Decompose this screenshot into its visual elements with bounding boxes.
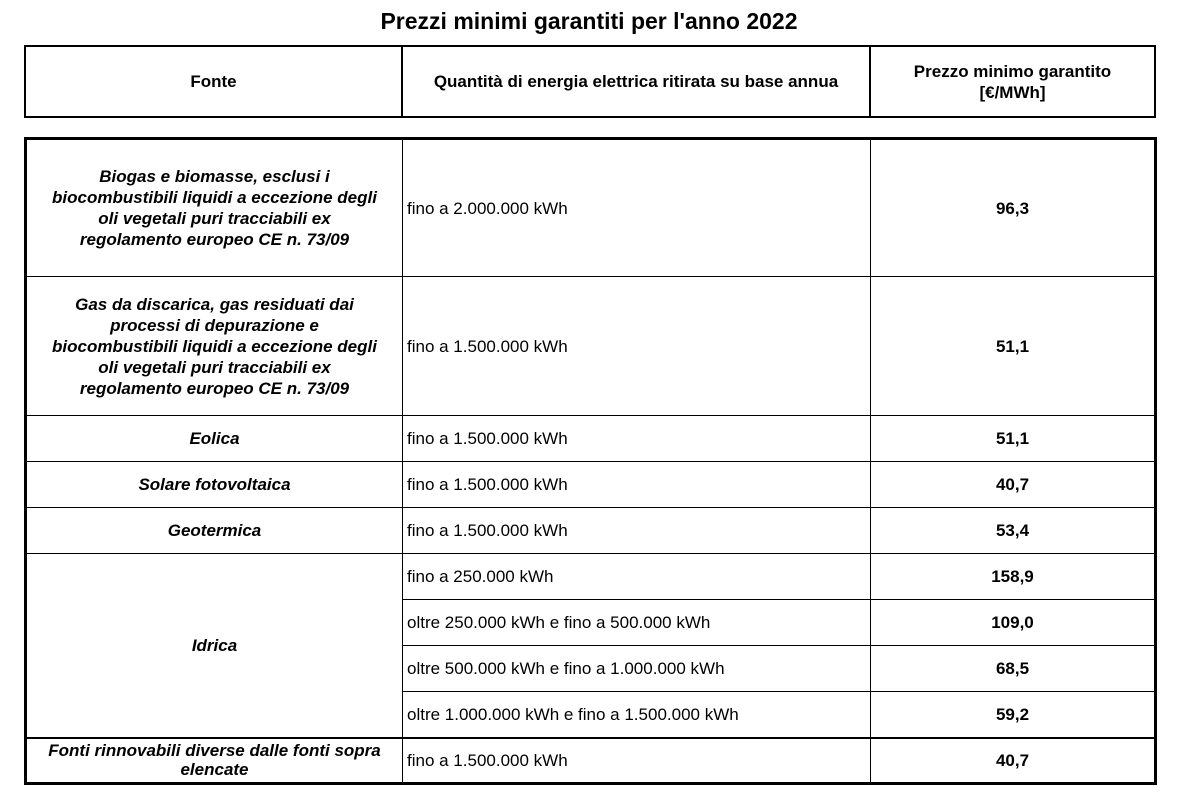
quantity-cell: fino a 1.500.000 kWh bbox=[403, 738, 871, 784]
source-line: elencate bbox=[180, 760, 249, 780]
source-cell bbox=[26, 416, 403, 462]
price-cell: 158,9 bbox=[871, 554, 1156, 600]
price-cell: 109,0 bbox=[871, 600, 1156, 646]
header-price-line2: [€/MWh] bbox=[979, 82, 1046, 102]
source-line: processi di depurazione e bbox=[110, 315, 319, 335]
table-row bbox=[26, 738, 1156, 784]
price-cell: 51,1 bbox=[871, 277, 1156, 416]
quantity-cell: fino a 1.500.000 kWh bbox=[403, 462, 871, 508]
table-row bbox=[26, 462, 1156, 508]
header-price-line1: Prezzo minimo garantito bbox=[913, 61, 1112, 81]
source-line: Gas da discarica, gas residuati dai bbox=[75, 294, 354, 314]
source-line: Fonti rinnovabili diverse dalle fonti sopra bbox=[48, 741, 381, 761]
table-row bbox=[26, 508, 1156, 554]
header-table bbox=[24, 45, 1156, 118]
price-cell: 51,1 bbox=[871, 416, 1156, 462]
source-cell bbox=[26, 462, 403, 508]
header-quantity: Quantità di energia elettrica ritirata su base annua bbox=[402, 46, 870, 117]
source-cell bbox=[26, 508, 403, 554]
price-cell: 96,3 bbox=[871, 139, 1156, 277]
source-line: Solare fotovoltaica bbox=[138, 475, 291, 494]
quantity-cell: fino a 1.500.000 kWh bbox=[403, 508, 871, 554]
table-row bbox=[26, 277, 1156, 416]
source-line: regolamento europeo CE n. 73/09 bbox=[79, 230, 350, 249]
quantity-cell: oltre 1.000.000 kWh e fino a 1.500.000 kWh bbox=[403, 692, 871, 738]
table-row bbox=[26, 416, 1156, 462]
quantity-cell: oltre 250.000 kWh e fino a 500.000 kWh bbox=[403, 600, 871, 646]
price-cell: 40,7 bbox=[871, 738, 1156, 784]
source-cell bbox=[26, 139, 403, 277]
quantity-cell: oltre 500.000 kWh e fino a 1.000.000 kWh bbox=[403, 646, 871, 692]
source-line: oli vegetali puri tracciabili ex bbox=[98, 209, 331, 228]
quantity-cell: fino a 250.000 kWh bbox=[403, 554, 871, 600]
table-row bbox=[26, 139, 1156, 277]
quantity-cell: fino a 1.500.000 kWh bbox=[403, 277, 871, 416]
page-title: Prezzi minimi garantiti per l'anno 2022 bbox=[380, 8, 798, 34]
source-cell: Idrica bbox=[26, 554, 403, 738]
price-cell: 59,2 bbox=[871, 692, 1156, 738]
header-price bbox=[870, 46, 1155, 117]
source-cell bbox=[26, 277, 403, 416]
source-line: Geotermica bbox=[167, 521, 262, 540]
prices-table bbox=[24, 137, 1157, 785]
source-line: biocombustibili liquidi a eccezione degli bbox=[52, 188, 377, 207]
quantity-cell: fino a 2.000.000 kWh bbox=[403, 139, 871, 277]
source-cell bbox=[26, 738, 403, 784]
source-line: oli vegetali puri tracciabili ex bbox=[98, 357, 331, 377]
price-cell: 68,5 bbox=[871, 646, 1156, 692]
source-line: regolamento europeo CE n. 73/09 bbox=[79, 378, 350, 398]
header-source: Fonte bbox=[25, 46, 402, 117]
table-row bbox=[26, 554, 1156, 600]
source-line: Eolica bbox=[189, 429, 240, 448]
price-cell: 53,4 bbox=[871, 508, 1156, 554]
quantity-cell: fino a 1.500.000 kWh bbox=[403, 416, 871, 462]
price-cell: 40,7 bbox=[871, 462, 1156, 508]
source-line: biocombustibili liquidi a eccezione degli bbox=[52, 336, 377, 356]
source-line: Biogas e biomasse, esclusi i bbox=[99, 167, 330, 186]
header-row bbox=[25, 46, 1155, 117]
